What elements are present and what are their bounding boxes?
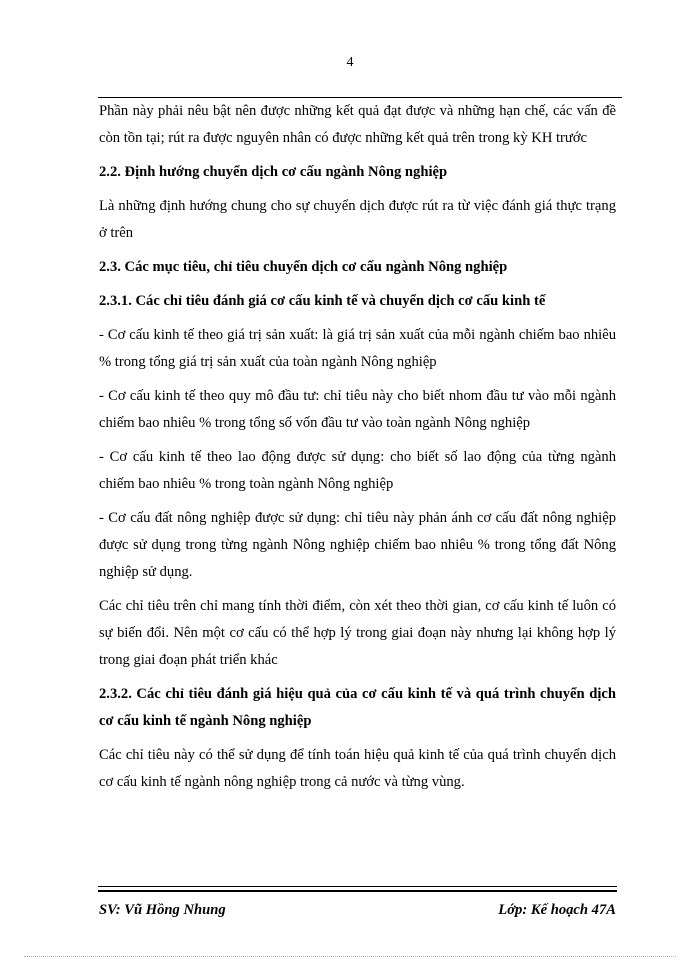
paragraph-orientation: Là những định hướng chung cho sự chuyển dịch được rút ra từ việc đánh giá thực trạng ở trên	[99, 198, 616, 241]
heading-2-2: 2.2. Định hướng chuyển dịch cơ cấu ngành Nông nghiệp	[99, 164, 448, 180]
footer-class-name: Lớp: Kế hoạch 47A	[498, 902, 616, 918]
heading-2-3: 2.3. Các mục tiêu, chỉ tiêu chuyển dịch cơ cấu ngành Nông nghiệp	[99, 259, 508, 275]
footer-student-name: SV: Vũ Hồng Nhung	[99, 902, 226, 918]
footer-rule-thick	[98, 890, 617, 892]
heading-2-3-2: 2.3.2. Các chỉ tiêu đánh giá hiệu quả của cơ cấu kinh tế và quá trình chuyển dịch cơ cấu kinh tế ngành Nông nghiệp	[99, 686, 616, 729]
footer-rule-thin	[98, 886, 617, 887]
heading-2-3-1: 2.3.1. Các chỉ tiêu đánh giá cơ cấu kinh tế và chuyển dịch cơ cấu kinh tế	[99, 293, 546, 309]
paragraph-efficiency-indicators: Các chỉ tiêu này có thể sử dụng để tính toán hiệu quả kinh tế của quá trình chuyển dịch cơ cấu kinh tế ngành nông nghiệp trong cả nước và từng vùng.	[99, 747, 616, 790]
bullet-production-value: - Cơ cấu kinh tế theo giá trị sản xuất: là giá trị sản xuất của mỗi ngành chiếm bao nhiêu % trong tổng giá trị sản xuất của toàn ngành Nông nghiệp	[99, 327, 616, 370]
page-number: 4	[346, 55, 354, 70]
page-bottom-dotted-edge	[24, 956, 676, 957]
bullet-labor: - Cơ cấu kinh tế theo lao động được sử dụng: cho biết số lao động của từng ngành chiếm bao nhiêu % trong toàn ngành Nông nghiệp	[99, 449, 616, 492]
bullet-agricultural-land: - Cơ cấu đất nông nghiệp được sử dụng: chỉ tiêu này phản ánh cơ cấu đất nông nghiệp được sử dụng trong từng ngành Nông nghiệp chiếm bao nhiêu % trong tổng đất Nông nghiệp sử dụng.	[99, 510, 616, 580]
bullet-investment-scale: - Cơ cấu kinh tế theo quy mô đầu tư: chỉ tiêu này cho biết nhom đầu tư vào mỗi ngành chiếm bao nhiêu % trong tổng số vốn đầu tư vào toàn ngành Nông nghiệp	[99, 388, 616, 431]
page-content	[99, 98, 616, 803]
paragraph-previous-plan-summary: Phần này phải nêu bật nên được những kết quả đạt được và những hạn chế, các vấn đề còn tồn tại; rút ra được nguyên nhân có được những kết quả trên trong kỳ KH trước	[99, 103, 616, 146]
paragraph-time-variation: Các chỉ tiêu trên chỉ mang tính thời điểm, còn xét theo thời gian, cơ cấu kinh tế luôn có sự biến đổi. Nên một cơ cấu có thể hợp lý trong giai đoạn này nhưng lại không hợp lý trong giai đoạn phát triển khác	[99, 598, 616, 668]
